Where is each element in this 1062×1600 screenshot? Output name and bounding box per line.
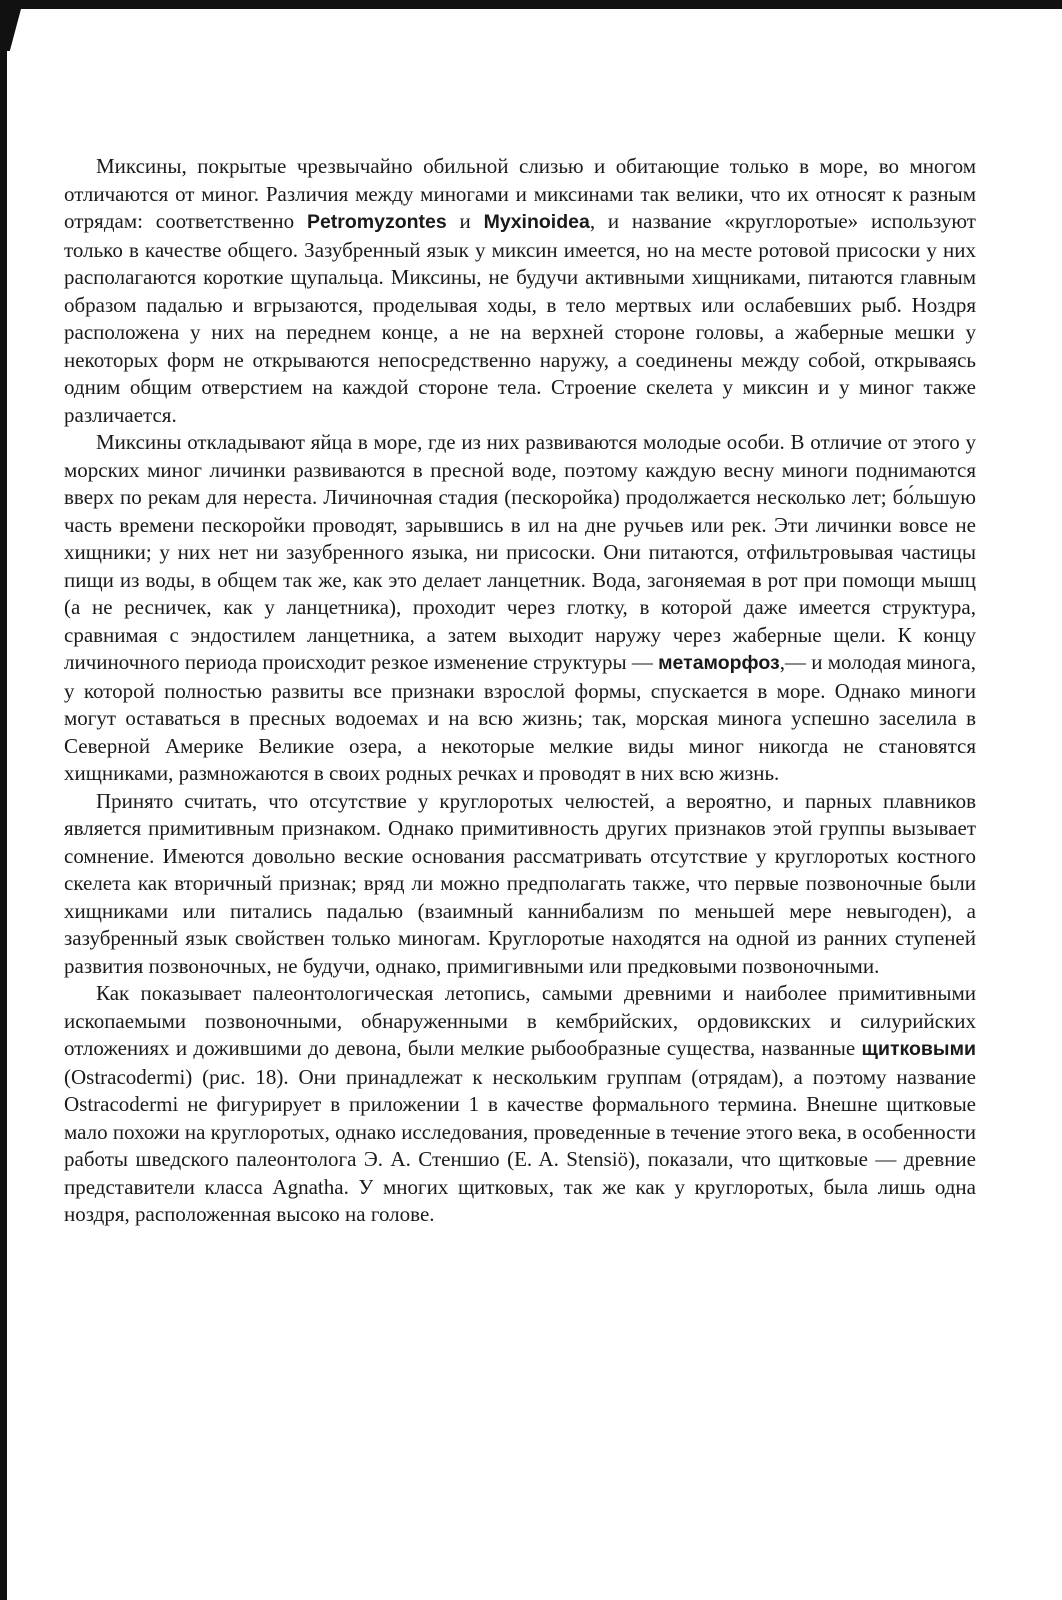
text-segment: Миксины, покрытые чрезвычайно обильной слизью и обитающие только в море, во многом отличаются от миног. Различия между миногами и миксинами так велики, что их относят к разным отрядам: соответственно xyxy=(64,154,976,233)
term-ostracodermi: щитковыми xyxy=(861,1038,976,1060)
text-segment: Принято считать, что отсутствие у круглоротых челюстей, а вероятно, и парных плавников является примитивным признаком. Однако примитивность других признаков этой группы вызывает сомнение. Имеются довольно веские основания рассматривать отсутствие у круглоротых костного скелета как вторичный признак; вряд ли можно предполагать также, что первые позвоночные были хищниками или питались падалью (взаимный каннибализм по меньшей мере невыгоден), а зазубренный язык свойствен только миногам. Круглоротые находятся на одной из ранних ступеней развития позвоночных, не будучи, однако, примигивными или предковыми позвоночными. xyxy=(64,788,976,978)
term-metamorphosis: метаморфоз xyxy=(658,652,780,674)
page-left-border xyxy=(0,0,7,1600)
page-body xyxy=(64,153,976,1229)
paragraph-3 xyxy=(64,788,976,981)
text-segment: и xyxy=(446,209,484,233)
text-segment: ,— и молодая минога, у которой полностью развиты все признаки взрослой формы, спускается в море. Однако миноги могут оставаться в пресных водоемах и на всю жизнь; так, морская минога успешно заселила в Северной Америке Великие озера, а некоторые мелкие виды миног никогда не становятся хищниками, размножаются в своих родных речках и проводят в них всю жизнь. xyxy=(64,650,976,785)
text-segment: Миксины откладывают яйца в море, где из них развиваются молодые особи. В отличие от этого у морских миног личинки развиваются в пресной воде, поэтому каждую весну миноги поднимаются вверх по рекам для нереста. Личиночная стадия (пескоройка) продолжается несколько лет; бо́льшую часть времени пескоройки проводят, зарывшись в ил на дне ручьев или рек. Эти личинки вовсе не хищники; у них нет ни зазубренного языка, ни присоски. Они питаются, отфильтровывая частицы пищи из воды, в общем так же, как это делает ланцетник. Вода, загоняемая в рот при помощи мышц (а не ресничек, как у ланцетника), проходит через глотку, в которой даже имеется структура, сравнимая с эндостилем ланцетника, а затем выходит наружу через жаберные щели. К концу личиночного периода происходит резкое изменение структуры — xyxy=(64,430,976,674)
term-petromyzontes: Petromyzontes xyxy=(306,211,447,233)
page-top-border xyxy=(0,0,1062,9)
term-myxinoidea: Myxinoidea xyxy=(483,211,590,233)
page-corner-mark xyxy=(7,9,21,51)
text-segment: Как показывает палеонтологическая летопись, самыми древними и наиболее примитивными ископаемыми позвоночными, обнаруженными в кембрийских, ордовикских и силурийских отложениях и дожившими до девона, были мелкие рыбообразные существа, названные xyxy=(64,981,976,1060)
paragraph-1 xyxy=(64,153,976,429)
text-segment: (Ostracodermi) (рис. 18). Они принадлежат к нескольким группам (отрядам), а поэтому название Ostracodermi не фигурирует в приложении 1 в качестве формального термина. Внешне щитковые мало похожи на круглоротых, однако исследования, проведенные в течение этого века, в особенности работы шведского палеонтолога Э. А. Стеншио (E. A. Stensiö), показали, что щитковые — древние представители класса Agnatha. У многих щитковых, так же как у круглоротых, была лишь одна ноздря, расположенная высоко на голове. xyxy=(64,1064,976,1226)
paragraph-4 xyxy=(64,980,976,1229)
text-segment: , и название «круглоротые» используют только в качестве общего. Зазубренный язык у миксин имеется, но на месте ротовой присоски у них располагаются короткие щупальца. Миксины, не будучи активными хищниками, питаются главным образом падалью и вгрызаются, проделывая ходы, в тело мертвых или ослабевших рыб. Ноздря расположена у них на переднем конце, а не на верхней стороне головы, а жаберные мешки у некоторых форм не открываются непосредственно наружу, а соединены между собой, открываясь одним общим отверстием на каждой стороне тела. Строение скелета у миксин и у миног также различается. xyxy=(64,209,976,427)
paragraph-2 xyxy=(64,429,976,788)
